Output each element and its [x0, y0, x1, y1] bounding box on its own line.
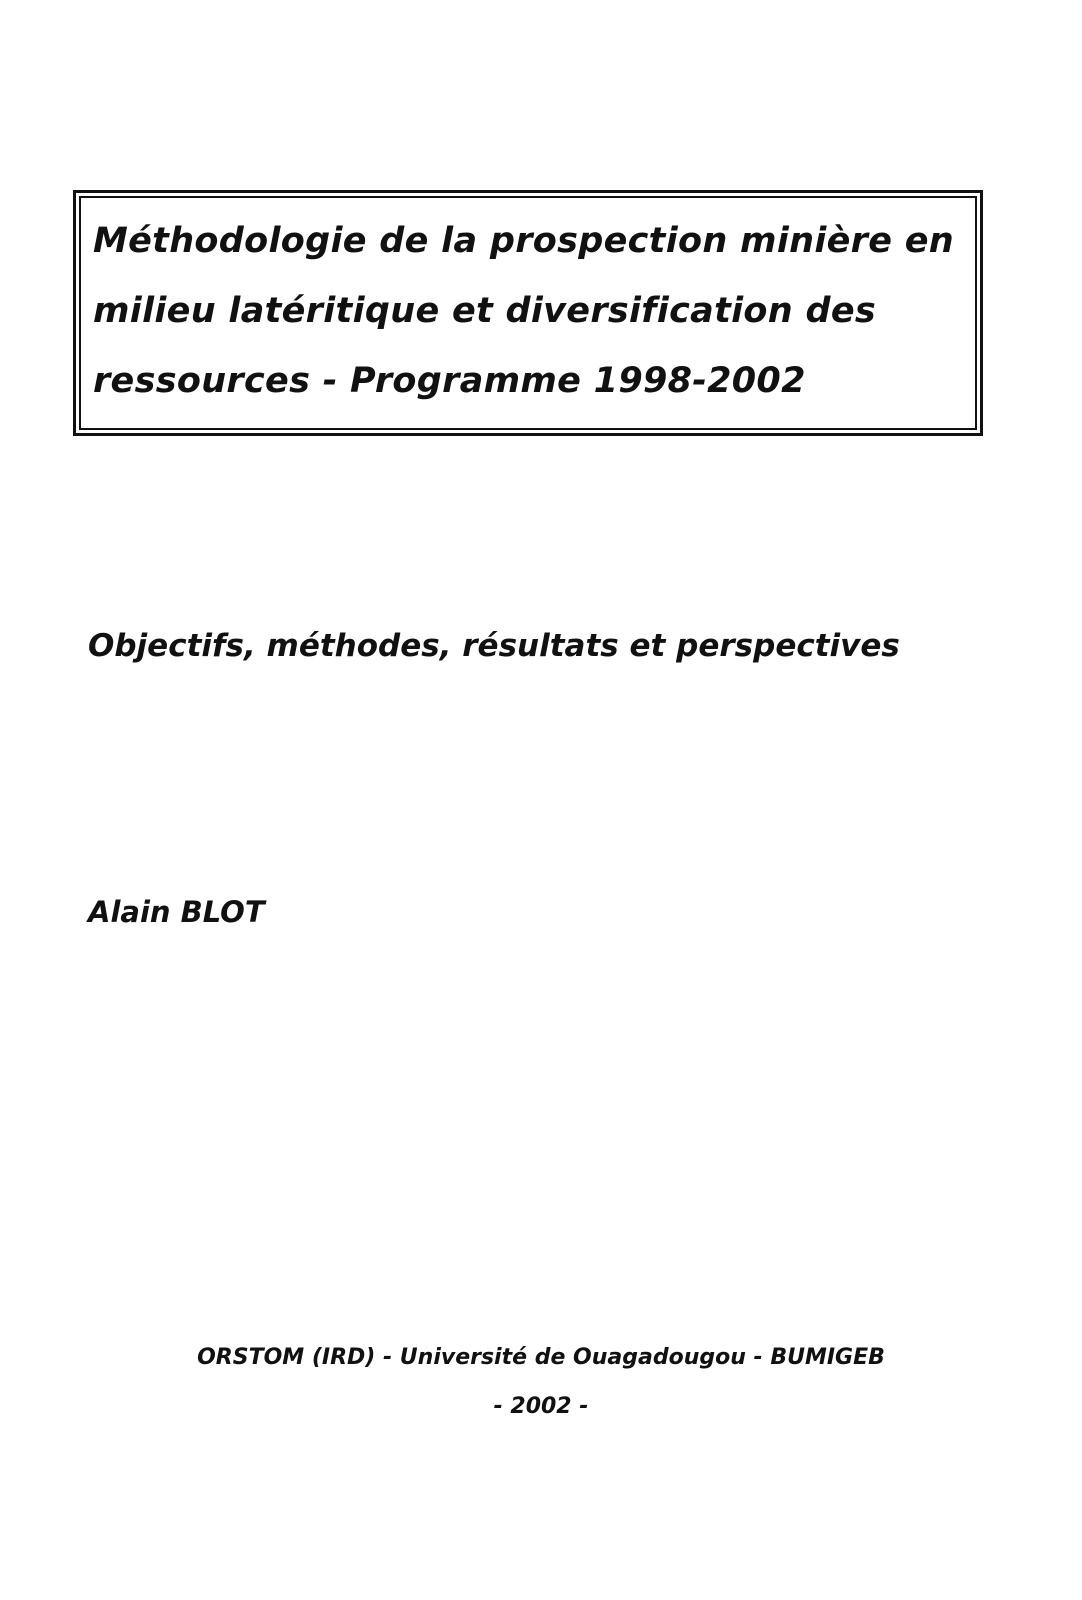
title-line-2: milieu latéritique et diversification des: [93, 291, 877, 331]
author-name: Alain BLOT: [88, 895, 265, 929]
title-box: [79, 196, 977, 430]
title-frame: [73, 190, 983, 436]
footer-institutions: ORSTOM (IRD) - Université de Ouagadougou - BUMIGEB: [197, 1345, 885, 1370]
title-line-3: ressources - Programme 1998-2002: [93, 361, 806, 401]
footer-year: - 2002 -: [493, 1394, 589, 1419]
title-line-1: Méthodologie de la prospection minière en: [93, 221, 955, 261]
subtitle: Objectifs, méthodes, résultats et perspectives: [88, 628, 900, 664]
